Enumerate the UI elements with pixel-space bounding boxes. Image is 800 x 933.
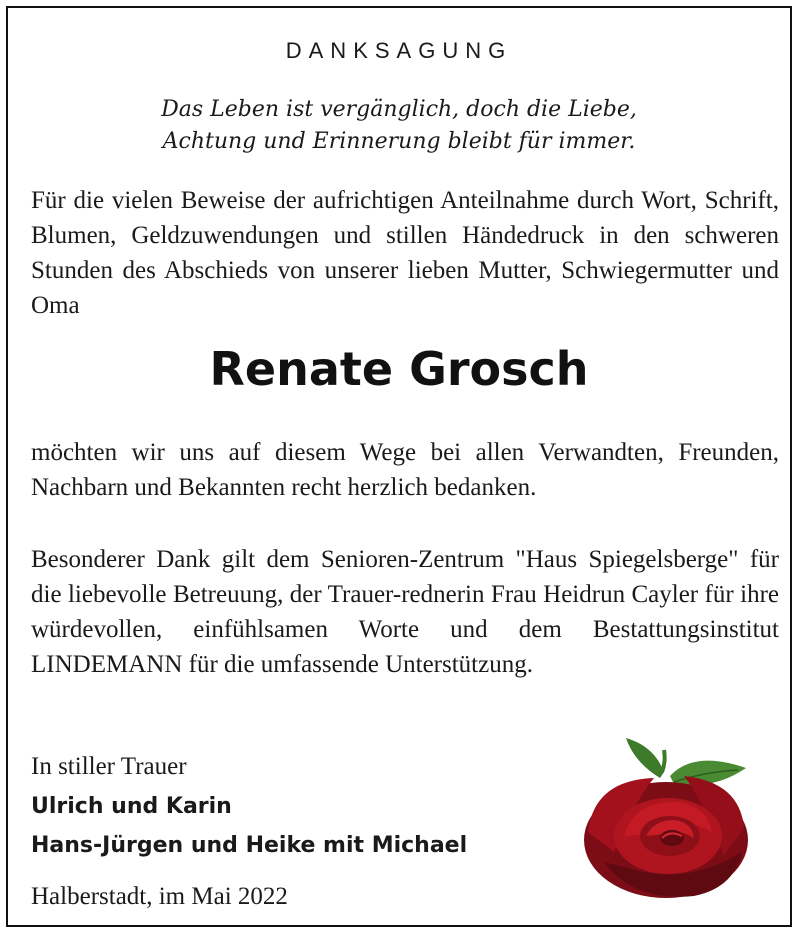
thanks-paragraph-1: Für die vielen Beweise der aufrichtigen Anteilnahme durch Wort, Schrift, Blumen, Geldzuwendungen und stillen Händedruck in den schweren Stunden des Abschieds von unserer lieben Mutter, Schwiegermutter und Oma xyxy=(31,187,779,319)
thanks-paragraph-2: möchten wir uns auf diesem Wege bei allen Verwandten, Freunden, Nachbarn und Bekannten recht herzlich bedanken. xyxy=(31,439,779,501)
mourners-line-1: Ulrich und Karin xyxy=(31,794,232,819)
deceased-name: Renate Grosch xyxy=(209,342,589,396)
notice-heading: DANKSAGUNG xyxy=(285,38,513,63)
motto-quote xyxy=(8,94,790,158)
mourners-line-2: Hans-Jürgen und Heike mit Michael xyxy=(31,833,468,858)
signature-intro: In stiller Trauer xyxy=(31,753,187,780)
motto-line-1: Das Leben ist vergänglich, doch die Liebe, xyxy=(161,97,637,122)
obituary-notice-frame xyxy=(6,6,792,927)
motto-line-2: Achtung und Erinnerung bleibt für immer. xyxy=(162,129,636,154)
red-rose-icon xyxy=(574,732,754,902)
thanks-paragraph-3: Besonderer Dank gilt dem Senioren-Zentrum "Haus Spiegelsberge" für die liebevolle Betreuung, der Trauer-rednerin Frau Heidrun Cayler für ihre würdevollen, einfühlsamen Worte und dem Bestattungsinstitut LINDEMANN für die umfassende Unterstützung. xyxy=(31,546,779,678)
place-date: Halberstadt, im Mai 2022 xyxy=(31,883,288,910)
